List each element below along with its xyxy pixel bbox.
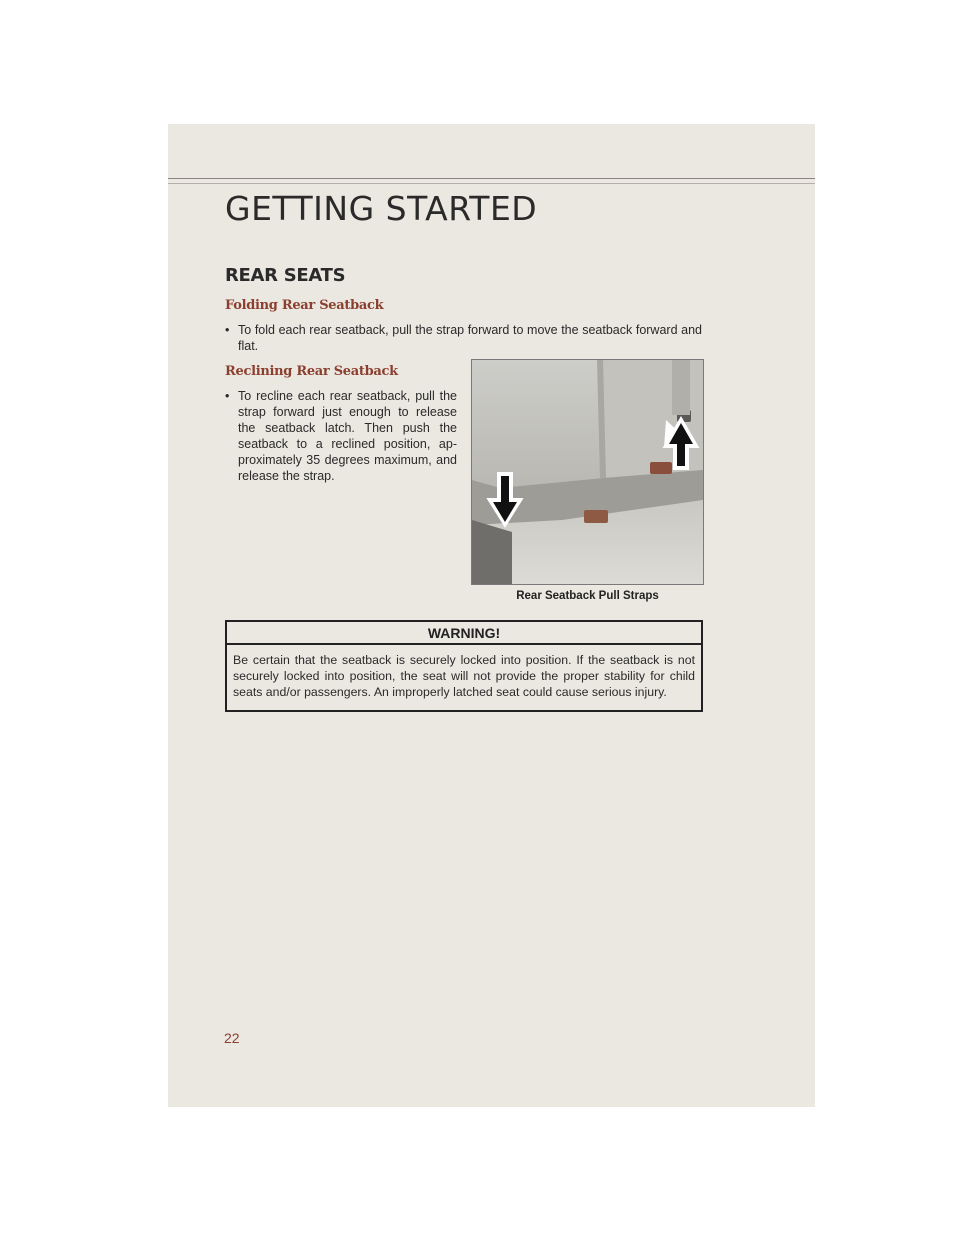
right-bolster [672, 360, 690, 415]
warning-body: Be certain that the seatback is securely locked into position. If the seatback is not securely locked into position, the seat will not provide the proper stability for child seats and/or passengers. An improperly latched seat could cause serious injury. [233, 653, 695, 699]
header-rule-secondary [168, 183, 815, 184]
rear-seat-photo [471, 359, 704, 585]
folding-heading: Folding Rear Seatback [225, 298, 384, 313]
warning-box [225, 620, 703, 712]
bullet-dot: • [225, 323, 230, 337]
figure-caption: Rear Seatback Pull Straps [516, 590, 659, 602]
warning-title: WARNING! [227, 622, 701, 645]
rear-seat-illustration [472, 360, 703, 584]
chapter-title: GETTING STARTED [225, 189, 538, 228]
left-seatback [472, 360, 604, 488]
bullet-dot: • [225, 389, 230, 403]
folding-bullet [225, 322, 702, 354]
manual-page [168, 124, 815, 1107]
right-buckle [650, 462, 672, 474]
reclining-bullet-text: To recline each rear seatback, pull the strap forward just enough to release the seatback latch. Then push the seatback to a reclined position, ap-proximately 35 degrees maximum, and release the strap. [238, 389, 457, 483]
section-title: REAR SEATS [225, 265, 346, 286]
folding-bullet-text: To fold each rear seatback, pull the strap forward to move the seatback forward and flat. [238, 323, 702, 353]
center-buckle [584, 510, 608, 523]
header-rule [168, 178, 815, 179]
page-number: 22 [224, 1030, 240, 1046]
reclining-heading: Reclining Rear Seatback [225, 364, 398, 379]
reclining-bullet [225, 388, 457, 484]
